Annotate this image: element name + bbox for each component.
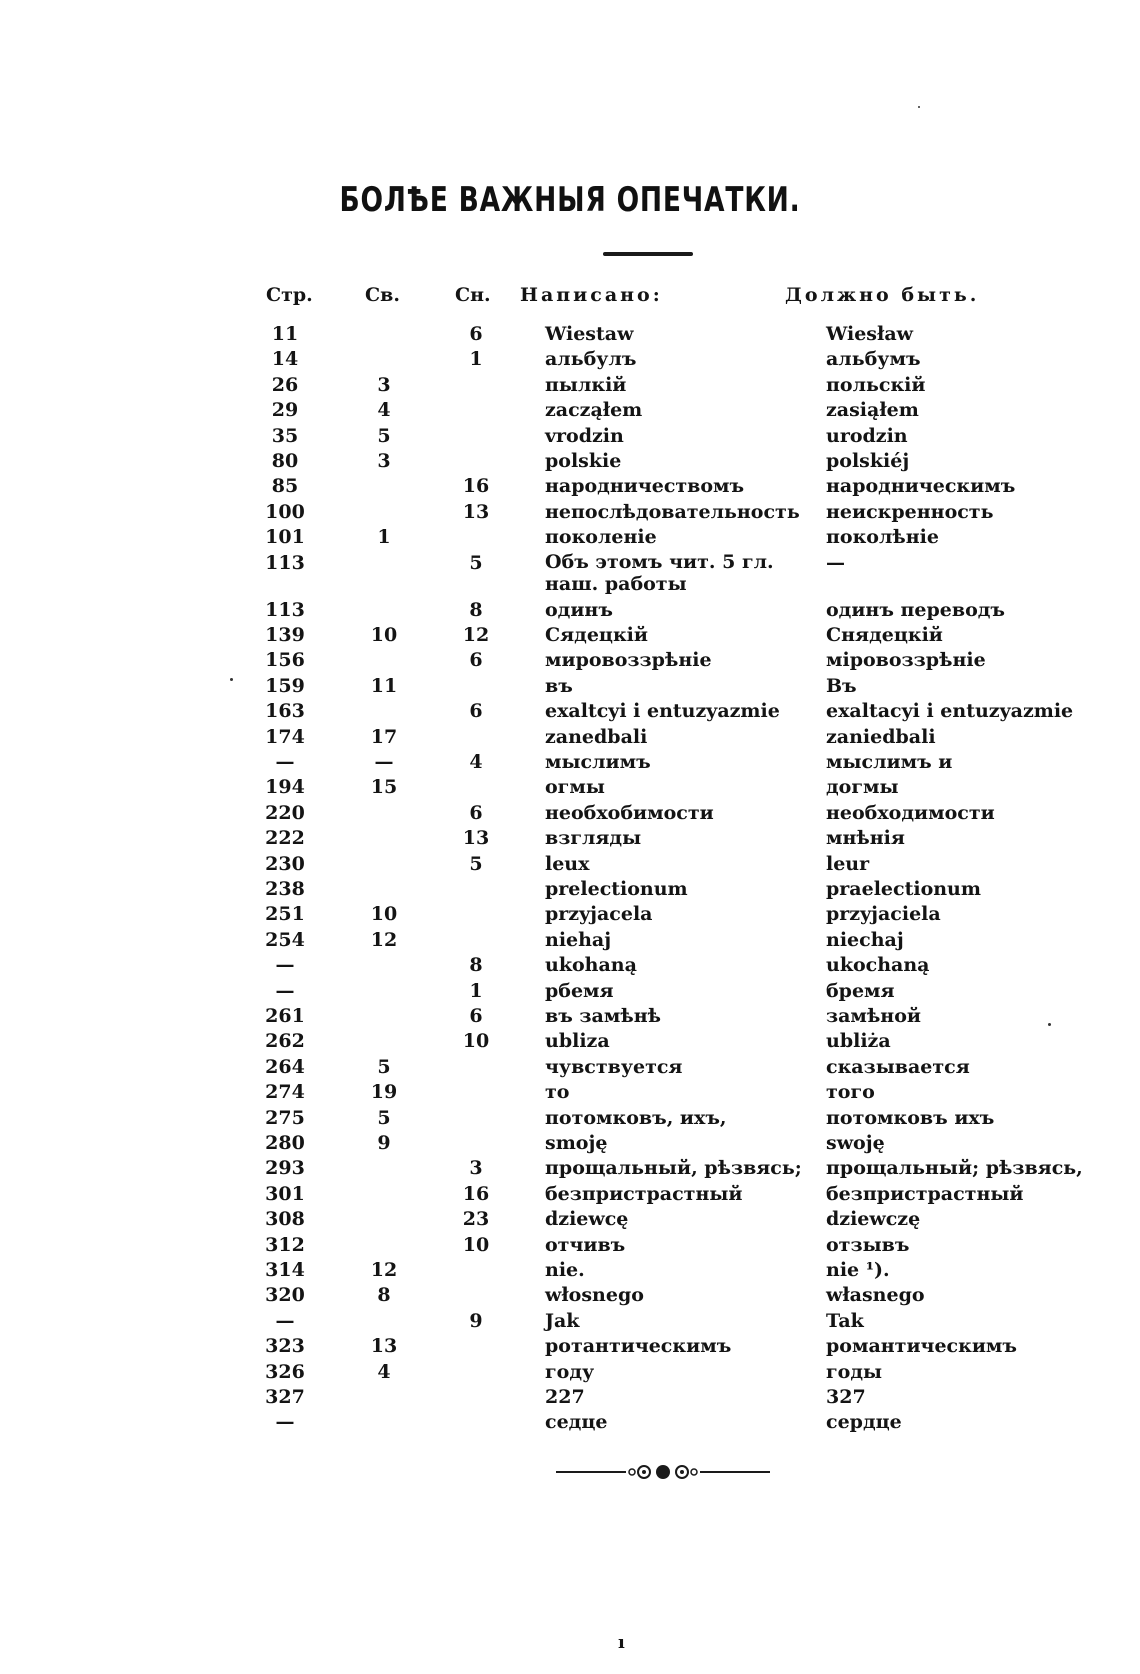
cell-should-be: nie ¹). (826, 1259, 890, 1281)
cell-from-bottom: 5 (469, 852, 483, 875)
cell-page: 194 (265, 776, 305, 799)
cell-should-be: praelectionum (826, 878, 981, 900)
cell-page: 80 (271, 450, 299, 472)
cell-should-be: Въ (826, 674, 857, 697)
table-row (0, 725, 1140, 750)
table-row (0, 500, 1140, 525)
cell-written: рбемя (545, 979, 614, 1002)
cell-from-top: 9 (377, 1132, 391, 1154)
cell-should-be: сердце (826, 1411, 902, 1434)
cell-page: 238 (265, 878, 305, 900)
cell-written: zanedbali (545, 725, 648, 748)
cell-should-be: годы (826, 1360, 883, 1383)
table-row (0, 902, 1140, 927)
cell-from-bottom: 10 (462, 1233, 490, 1256)
cell-from-top: 5 (377, 1106, 391, 1129)
cell-from-top: 12 (370, 928, 398, 951)
cell-written: чувствуется (545, 1055, 683, 1078)
table-row (0, 1309, 1140, 1334)
cell-should-be: прощальный; рѣзвясь, (826, 1157, 1083, 1180)
cell-page: 156 (265, 649, 305, 672)
cell-written: ukohaną (545, 954, 637, 977)
table-row (0, 648, 1140, 673)
cell-page: 222 (265, 827, 305, 850)
table-row (0, 1156, 1140, 1181)
table-row (0, 1410, 1140, 1435)
cell-from-top: 8 (377, 1284, 391, 1307)
cell-from-bottom: 10 (462, 1030, 490, 1053)
cell-from-top: 15 (370, 776, 398, 799)
cell-written: пылкій (545, 373, 627, 396)
table-row (0, 750, 1140, 775)
cell-written: polskie (545, 450, 622, 472)
table-row (0, 449, 1140, 474)
table-row (0, 424, 1140, 449)
cell-should-be: Wiesław (826, 323, 913, 345)
table-row (0, 1029, 1140, 1054)
table-row (0, 1131, 1140, 1156)
cell-from-top: 4 (377, 1360, 391, 1383)
cell-written: włosnego (545, 1284, 644, 1307)
cell-page: 29 (271, 399, 299, 422)
table-row (0, 826, 1140, 851)
table-row (0, 699, 1140, 724)
cell-from-bottom: 8 (469, 598, 483, 621)
cell-should-be: urodzin (826, 424, 908, 447)
cell-written: въ замѣнѣ (545, 1005, 661, 1027)
table-row (0, 525, 1140, 550)
cell-should-be: ukochaną (826, 954, 930, 977)
cell-page: — (275, 954, 295, 977)
cell-from-bottom: 9 (469, 1309, 483, 1332)
cell-written: smoję (545, 1132, 608, 1154)
cell-should-be: Снядецкій (826, 624, 943, 646)
cell-page: 113 (265, 551, 305, 574)
page-mark: ı (618, 1632, 625, 1653)
speck (1048, 1023, 1051, 1026)
cell-written: vrodzin (545, 424, 624, 447)
table-row (0, 398, 1140, 423)
cell-written: exaltcyi i entuzyazmie (545, 700, 780, 723)
cell-written: niehaj (545, 928, 612, 951)
cell-from-bottom: 3 (469, 1157, 483, 1180)
table-row (0, 1004, 1140, 1029)
ornament-divider (556, 1462, 770, 1482)
cell-from-bottom: 13 (462, 500, 490, 523)
cell-written: альбулъ (545, 348, 637, 371)
cell-written: одинъ (545, 598, 613, 621)
header-should-be: Должно быть. (785, 284, 980, 306)
table-row (0, 347, 1140, 372)
cell-from-top: 13 (370, 1335, 398, 1358)
cell-from-bottom: 13 (462, 827, 490, 850)
table-row (0, 928, 1140, 953)
cell-written: непослѣдовательность (545, 500, 800, 523)
cell-should-be: zasiąłem (826, 399, 919, 422)
table-row (0, 1334, 1140, 1359)
cell-page: 274 (265, 1081, 305, 1104)
cell-written: то (545, 1081, 570, 1104)
header-from-bottom: Сн. (455, 284, 491, 306)
cell-written: потомковъ, ихъ, (545, 1106, 727, 1129)
cell-from-top: 5 (377, 424, 391, 447)
cell-should-be: міровоззрѣніе (826, 649, 986, 672)
cell-written: Объ этомъ чит. 5 гл. наш. работы (545, 550, 774, 595)
cell-should-be: одинъ переводъ (826, 598, 1006, 621)
cell-written: prelectionum (545, 878, 688, 900)
cell-page: 323 (265, 1335, 305, 1358)
cell-page: — (275, 1309, 295, 1332)
cell-from-bottom: 12 (462, 624, 490, 646)
cell-from-top: 10 (370, 624, 398, 646)
table-row (0, 373, 1140, 398)
cell-written: мировоззрѣніе (545, 649, 712, 672)
cell-page: 85 (271, 475, 299, 498)
cell-should-be: dziewczę (826, 1208, 921, 1231)
cell-page: 314 (265, 1259, 305, 1281)
table-header (0, 283, 1140, 308)
cell-page: 312 (265, 1233, 305, 1256)
cell-should-be: замѣной (826, 1005, 921, 1027)
cell-should-be: поколѣніе (826, 526, 939, 549)
table-row (0, 1106, 1140, 1131)
cell-page: 293 (265, 1157, 305, 1180)
cell-should-be: leur (826, 852, 870, 875)
cell-page: — (275, 1411, 295, 1434)
table-row (0, 1207, 1140, 1232)
cell-should-be: потомковъ ихъ (826, 1106, 995, 1129)
cell-written: nie. (545, 1259, 585, 1281)
table-row (0, 474, 1140, 499)
cell-from-top: 12 (370, 1259, 398, 1281)
cell-should-be: 327 (826, 1386, 866, 1408)
cell-from-bottom: 6 (469, 700, 483, 723)
table-row (0, 1283, 1140, 1308)
cell-written: необхобимости (545, 801, 714, 824)
table-row (0, 623, 1140, 648)
cell-page: 308 (265, 1208, 305, 1231)
cell-written: ротантическимъ (545, 1335, 732, 1358)
cell-page: 174 (265, 725, 305, 748)
cell-from-bottom: 16 (462, 475, 490, 498)
cell-written: прощальный, рѣзвясь; (545, 1157, 802, 1180)
cell-should-be: того (826, 1081, 875, 1104)
cell-written: въ (545, 674, 573, 697)
cell-page: — (275, 979, 295, 1002)
cell-from-bottom: 6 (469, 1005, 483, 1027)
table-row (0, 322, 1140, 347)
cell-from-top: 19 (370, 1081, 398, 1104)
table-row (0, 598, 1140, 623)
cell-should-be: неискренность (826, 500, 994, 523)
cell-should-be: мыслимъ и (826, 751, 953, 773)
table-row (0, 801, 1140, 826)
cell-should-be: — (826, 551, 845, 574)
cell-from-top: — (374, 751, 394, 773)
cell-should-be: народническимъ (826, 475, 1016, 498)
cell-written: поколеніе (545, 526, 657, 549)
cell-written: Сядецкій (545, 624, 648, 646)
header-from-top: Св. (365, 284, 400, 306)
cell-should-be: необходимости (826, 801, 995, 824)
cell-should-be: Tak (826, 1309, 864, 1332)
cell-page: 301 (265, 1182, 305, 1205)
cell-should-be: exaltacyi i entuzyazmie (826, 700, 1074, 723)
cell-from-top: 1 (377, 526, 391, 549)
cell-page: 101 (265, 526, 305, 549)
cell-should-be: ubliża (826, 1030, 891, 1053)
cell-should-be: swoję (826, 1132, 885, 1154)
cell-written: взгляды (545, 827, 642, 850)
cell-should-be: альбумъ (826, 348, 921, 371)
table-row (0, 1055, 1140, 1080)
table-row (0, 1360, 1140, 1385)
cell-should-be: бремя (826, 979, 895, 1002)
cell-page: 163 (265, 700, 305, 723)
cell-written: Jak (545, 1309, 580, 1332)
cell-page: 326 (265, 1360, 305, 1383)
cell-from-top: 3 (377, 373, 391, 396)
cell-written: отчивъ (545, 1233, 626, 1256)
cell-page: 280 (265, 1132, 305, 1154)
cell-should-be: niechaj (826, 928, 904, 951)
cell-should-be: мнѣнія (826, 827, 905, 850)
page-title: БОЛѢЕ ВАЖНЫЯ ОПЕЧАТКИ. (339, 180, 801, 220)
cell-page: 320 (265, 1284, 305, 1307)
cell-page: — (275, 751, 295, 773)
cell-should-be: własnego (826, 1284, 925, 1307)
cell-written: zacząłem (545, 399, 643, 422)
cell-written: мыслимъ (545, 751, 651, 773)
cell-page: 159 (265, 674, 305, 697)
cell-written: dziewcę (545, 1208, 629, 1231)
cell-from-bottom: 8 (469, 954, 483, 977)
table-row (0, 674, 1140, 699)
cell-should-be: zaniedbali (826, 725, 936, 748)
cell-written: Wiestaw (545, 323, 634, 345)
cell-page: 251 (265, 903, 305, 926)
cell-written: przyjacela (545, 903, 653, 926)
table-row (0, 877, 1140, 902)
cell-from-top: 11 (370, 674, 398, 697)
cell-page: 327 (265, 1386, 305, 1408)
cell-page: 35 (271, 424, 299, 447)
cell-from-bottom: 6 (469, 323, 483, 345)
table-row (0, 551, 1140, 599)
cell-from-bottom: 1 (469, 348, 483, 371)
cell-from-top: 17 (370, 725, 398, 748)
table-row (0, 1385, 1140, 1410)
table-row (0, 979, 1140, 1004)
cell-from-bottom: 16 (462, 1182, 490, 1205)
cell-written: году (545, 1360, 595, 1383)
cell-should-be: przyjaciela (826, 903, 941, 926)
cell-from-bottom: 1 (469, 979, 483, 1002)
speck (230, 678, 233, 681)
table-row (0, 1182, 1140, 1207)
cell-page: 261 (265, 1005, 305, 1027)
cell-from-top: 4 (377, 399, 391, 422)
cell-should-be: безпристрастный (826, 1182, 1024, 1205)
cell-written: безпристрастный (545, 1182, 743, 1205)
cell-written: седце (545, 1411, 608, 1434)
cell-should-be: польскій (826, 373, 926, 396)
cell-page: 275 (265, 1106, 305, 1129)
cell-should-be: polskiéj (826, 450, 910, 472)
cell-page: 264 (265, 1055, 305, 1078)
cell-page: 230 (265, 852, 305, 875)
table-row (0, 852, 1140, 877)
cell-should-be: романтическимъ (826, 1335, 1018, 1358)
cell-written: 227 (545, 1386, 585, 1408)
cell-page: 26 (271, 373, 299, 396)
cell-page: 220 (265, 801, 305, 824)
cell-from-bottom: 6 (469, 801, 483, 824)
cell-page: 14 (271, 348, 299, 371)
cell-from-bottom: 6 (469, 649, 483, 672)
cell-written: огмы (545, 776, 605, 799)
cell-should-be: отзывъ (826, 1233, 910, 1256)
table-row (0, 953, 1140, 978)
header-page: Стр. (266, 284, 313, 306)
cell-from-top: 5 (377, 1055, 391, 1078)
cell-page: 11 (271, 323, 299, 345)
cell-written: ubliza (545, 1030, 610, 1053)
table-row (0, 1258, 1140, 1283)
cell-from-bottom: 4 (469, 751, 483, 773)
cell-page: 254 (265, 928, 305, 951)
cell-page: 139 (265, 624, 305, 646)
cell-should-be: догмы (826, 776, 899, 799)
header-written: Написано: (520, 284, 663, 306)
cell-written: народничествомъ (545, 475, 745, 498)
title-underline (603, 252, 693, 256)
table-row (0, 1233, 1140, 1258)
cell-from-bottom: 23 (462, 1208, 490, 1231)
cell-page: 262 (265, 1030, 305, 1053)
cell-page: 100 (265, 500, 305, 523)
table-row (0, 775, 1140, 800)
table-row (0, 1080, 1140, 1105)
cell-written: leux (545, 852, 590, 875)
cell-from-bottom: 5 (469, 551, 483, 574)
speck (918, 106, 920, 108)
cell-page: 113 (265, 598, 305, 621)
cell-should-be: сказывается (826, 1055, 970, 1078)
cell-from-top: 3 (377, 450, 391, 472)
cell-from-top: 10 (370, 903, 398, 926)
